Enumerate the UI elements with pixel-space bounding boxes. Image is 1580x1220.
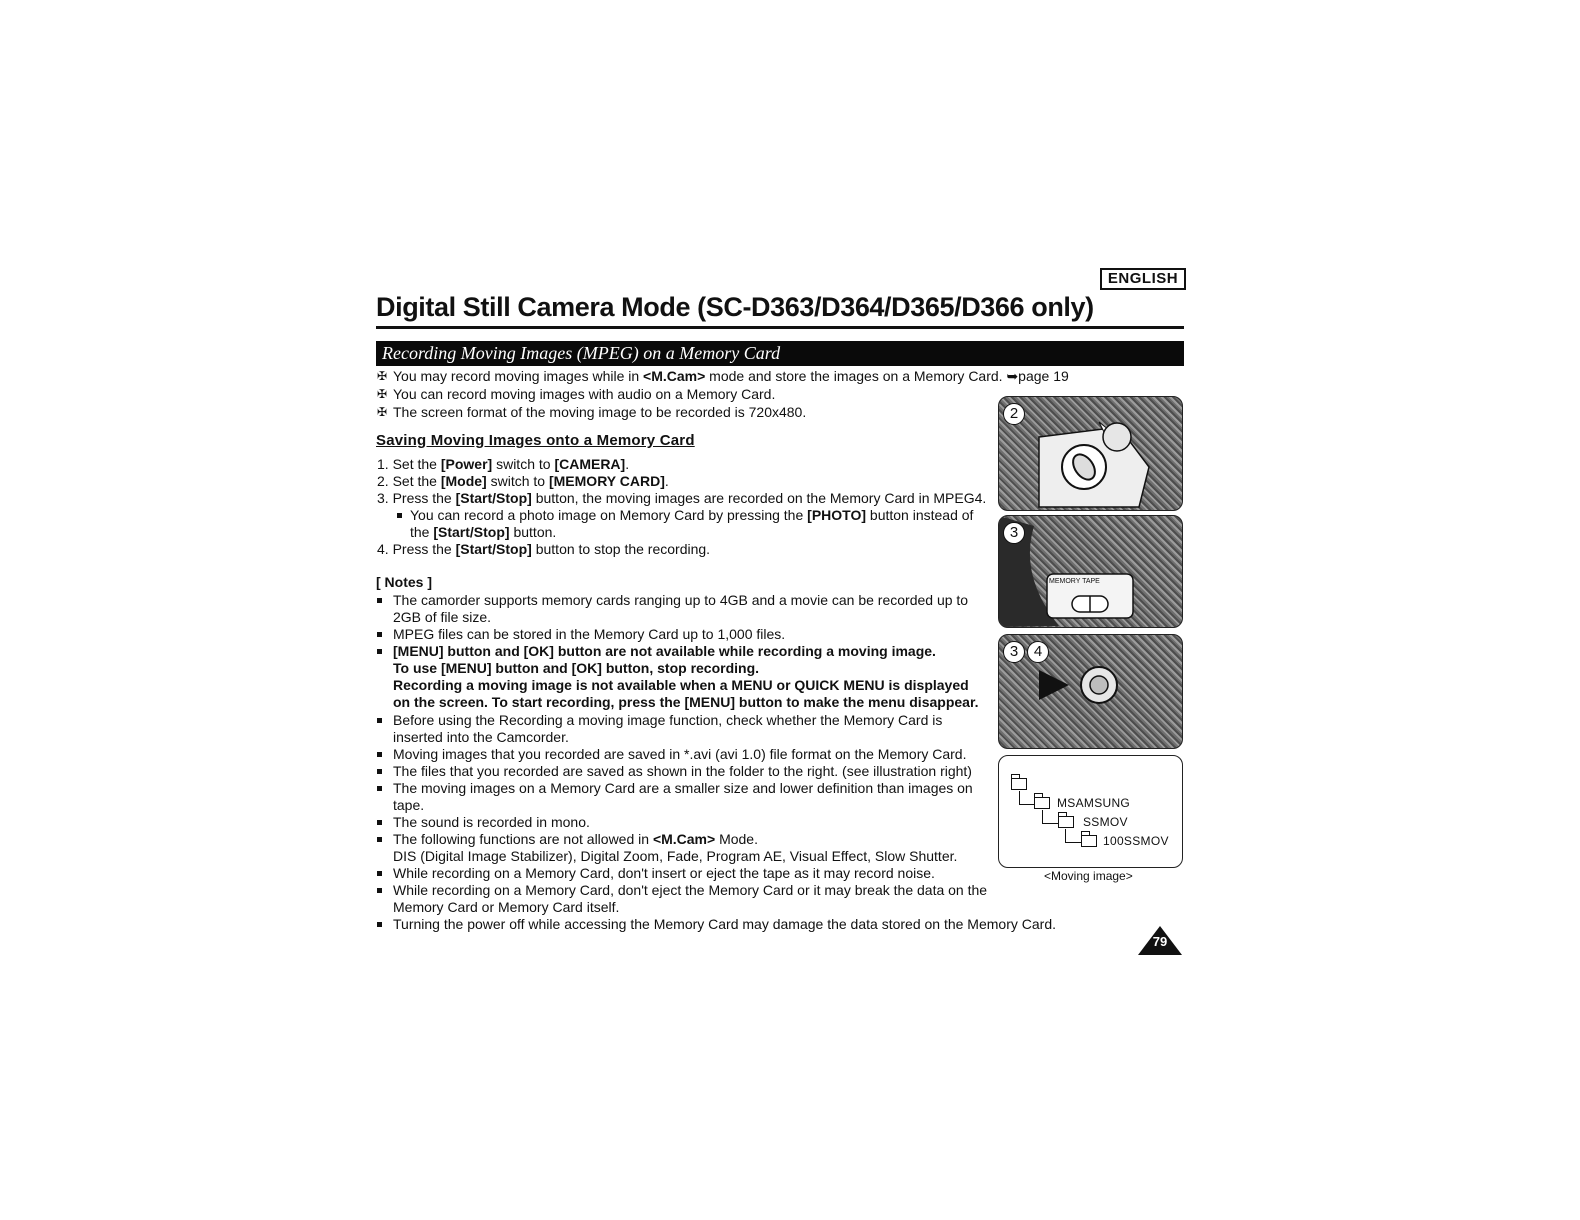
tree-connector <box>1065 829 1081 843</box>
step-number: 2. <box>377 473 389 489</box>
step-badge: 2 <box>1003 403 1025 425</box>
step-1 <box>377 456 629 473</box>
intro-mode: <M.Cam> <box>643 368 706 384</box>
folder-name-child: SSMOV <box>1083 815 1128 829</box>
step-text: button to stop the recording. <box>531 541 711 557</box>
tree-connector <box>1019 791 1034 805</box>
square-bullet-icon <box>377 718 382 723</box>
step-text: button instead of <box>866 507 974 523</box>
step-text: button, the moving images are recorded on the Memory Card in MPEG4. <box>531 490 987 506</box>
step-key: [CAMERA] <box>554 456 626 472</box>
folder-caption: <Moving image> <box>1044 869 1133 883</box>
note-item-bold: To use [MENU] button and [OK] button, stop recording. <box>393 660 760 676</box>
power-switch-illustration <box>998 396 1183 511</box>
step-text: Press the <box>392 541 456 557</box>
step-text: Set the <box>392 473 441 489</box>
step-text: . <box>625 456 630 472</box>
tree-connector <box>1042 810 1058 824</box>
note-mode: <M.Cam> <box>652 831 716 847</box>
step-badge: 3 <box>1003 522 1025 544</box>
square-bullet-icon <box>397 513 402 518</box>
folder-name-root: MSAMSUNG <box>1057 796 1131 810</box>
step-number: 4. <box>377 541 389 557</box>
step-badge: 3 <box>1003 641 1025 663</box>
square-bullet-icon <box>377 598 382 603</box>
note-item: The moving images on a Memory Card are a smaller size and lower definition than images on <box>393 780 973 796</box>
note-item-bold: [MENU] button and [OK] button are not available while recording a moving image. <box>393 643 936 659</box>
note-item <box>393 831 758 848</box>
square-bullet-icon <box>377 769 382 774</box>
square-bullet-icon <box>377 888 382 893</box>
step-key: [Power] <box>440 456 493 472</box>
note-item: While recording on a Memory Card, don't eject the Memory Card or it may break the data on the <box>393 882 988 898</box>
folder-icon <box>1034 797 1050 809</box>
step-3-note <box>410 507 973 524</box>
step-number: 3. <box>377 490 389 506</box>
step-key: [PHOTO] <box>807 507 867 523</box>
note-text: Mode. <box>715 831 758 847</box>
note-item: The sound is recorded in mono. <box>393 814 590 830</box>
note-item-bold: Recording a moving image is not available when a MENU or QUICK MENU is displayed <box>393 677 969 693</box>
note-item-cont: tape. <box>393 797 425 813</box>
record-button-illustration <box>998 634 1183 749</box>
title-rule <box>376 326 1184 329</box>
power-dial-icon <box>999 397 1182 510</box>
intro-item <box>393 386 775 403</box>
step-text: Press the <box>392 490 456 506</box>
mode-switch-illustration <box>998 515 1183 628</box>
note-item: The files that you recorded are saved as shown in the folder to the right. (see illustration right) <box>393 763 972 779</box>
folder-name-grandchild: 100SSMOV <box>1103 834 1169 848</box>
square-bullet-icon <box>377 820 382 825</box>
step-key: [Start/Stop] <box>433 524 510 540</box>
step-2 <box>377 473 669 490</box>
step-key: [Start/Stop] <box>455 490 532 506</box>
notes-heading: [ Notes ] <box>376 574 432 590</box>
page-number-text: 79 <box>1152 934 1168 949</box>
note-item: While recording on a Memory Card, don't insert or eject the tape as it may record noise. <box>393 865 935 881</box>
switch-label: MEMORY TAPE <box>1049 578 1100 585</box>
page-title: Digital Still Camera Mode (SC-D363/D364/D365/D366 only) <box>376 292 1094 322</box>
step-text: switch to <box>492 456 555 472</box>
step-text: button. <box>509 524 557 540</box>
intro-text: You can record moving images with audio on a Memory Card. <box>393 386 776 402</box>
step-badge: 4 <box>1027 641 1049 663</box>
step-3 <box>377 490 986 507</box>
note-item-cont: inserted into the Camcorder. <box>393 729 569 745</box>
intro-text: You may record moving images while in <box>393 368 644 384</box>
square-bullet-icon <box>377 871 382 876</box>
step-key: [MEMORY CARD] <box>548 473 665 489</box>
clover-bullet-icon: ✠ <box>377 405 388 419</box>
step-text: the <box>410 524 434 540</box>
note-item: Turning the power off while accessing the Memory Card may damage the data stored on the Memory Card. <box>393 916 1056 932</box>
subheading: Saving Moving Images onto a Memory Card <box>376 432 695 449</box>
step-text: switch to <box>486 473 549 489</box>
square-bullet-icon <box>377 632 382 637</box>
intro-text: mode and store the images on a Memory Card. <box>705 368 1007 384</box>
clover-bullet-icon: ✠ <box>377 387 388 401</box>
note-item-cont: DIS (Digital Image Stabilizer), Digital Zoom, Fade, Program AE, Visual Effect, Slow Shutter. <box>393 848 958 864</box>
folder-icon <box>1058 816 1074 828</box>
note-item: Moving images that you recorded are saved in *.avi (avi 1.0) file format on the Memory Card. <box>393 746 967 762</box>
note-text: The following functions are not allowed in <box>393 831 653 847</box>
square-bullet-icon <box>377 922 382 927</box>
note-item-cont: 2GB of file size. <box>393 609 492 625</box>
language-label: ENGLISH <box>1100 268 1186 290</box>
step-text: . <box>664 473 669 489</box>
note-item-bold: on the screen. To start recording, press the [MENU] button to make the menu disappear. <box>393 694 979 710</box>
step-4 <box>377 541 710 558</box>
step-text: Set the <box>392 456 441 472</box>
step-number: 1. <box>377 456 389 472</box>
intro-item <box>393 404 806 421</box>
note-item: Before using the Recording a moving image function, check whether the Memory Card is <box>393 712 943 728</box>
intro-item <box>393 368 1069 385</box>
step-key: [Start/Stop] <box>455 541 532 557</box>
mode-switch-icon <box>999 516 1182 627</box>
note-item: The camorder supports memory cards ranging up to 4GB and a movie can be recorded up to <box>393 592 969 608</box>
page-reference: ➥page 19 <box>1006 368 1069 384</box>
step-text: You can record a photo image on Memory Card by pressing the <box>410 507 808 523</box>
step-3-note-cont <box>410 524 556 541</box>
square-bullet-icon <box>377 837 382 842</box>
folder-icon <box>1081 835 1097 847</box>
intro-text: The screen format of the moving image to be recorded is 720x480. <box>393 404 807 420</box>
square-bullet-icon <box>377 786 382 791</box>
folder-tree-panel <box>998 755 1183 868</box>
square-bullet-icon <box>377 649 382 654</box>
note-item-cont: Memory Card or Memory Card itself. <box>393 899 620 915</box>
step-key: [Mode] <box>440 473 487 489</box>
section-title: Recording Moving Images (MPEG) on a Memory Card <box>382 343 781 363</box>
clover-bullet-icon: ✠ <box>377 369 388 383</box>
page-number <box>1137 924 1183 956</box>
folder-icon <box>1011 778 1027 790</box>
square-bullet-icon <box>377 752 382 757</box>
note-item: MPEG files can be stored in the Memory Card up to 1,000 files. <box>393 626 786 642</box>
